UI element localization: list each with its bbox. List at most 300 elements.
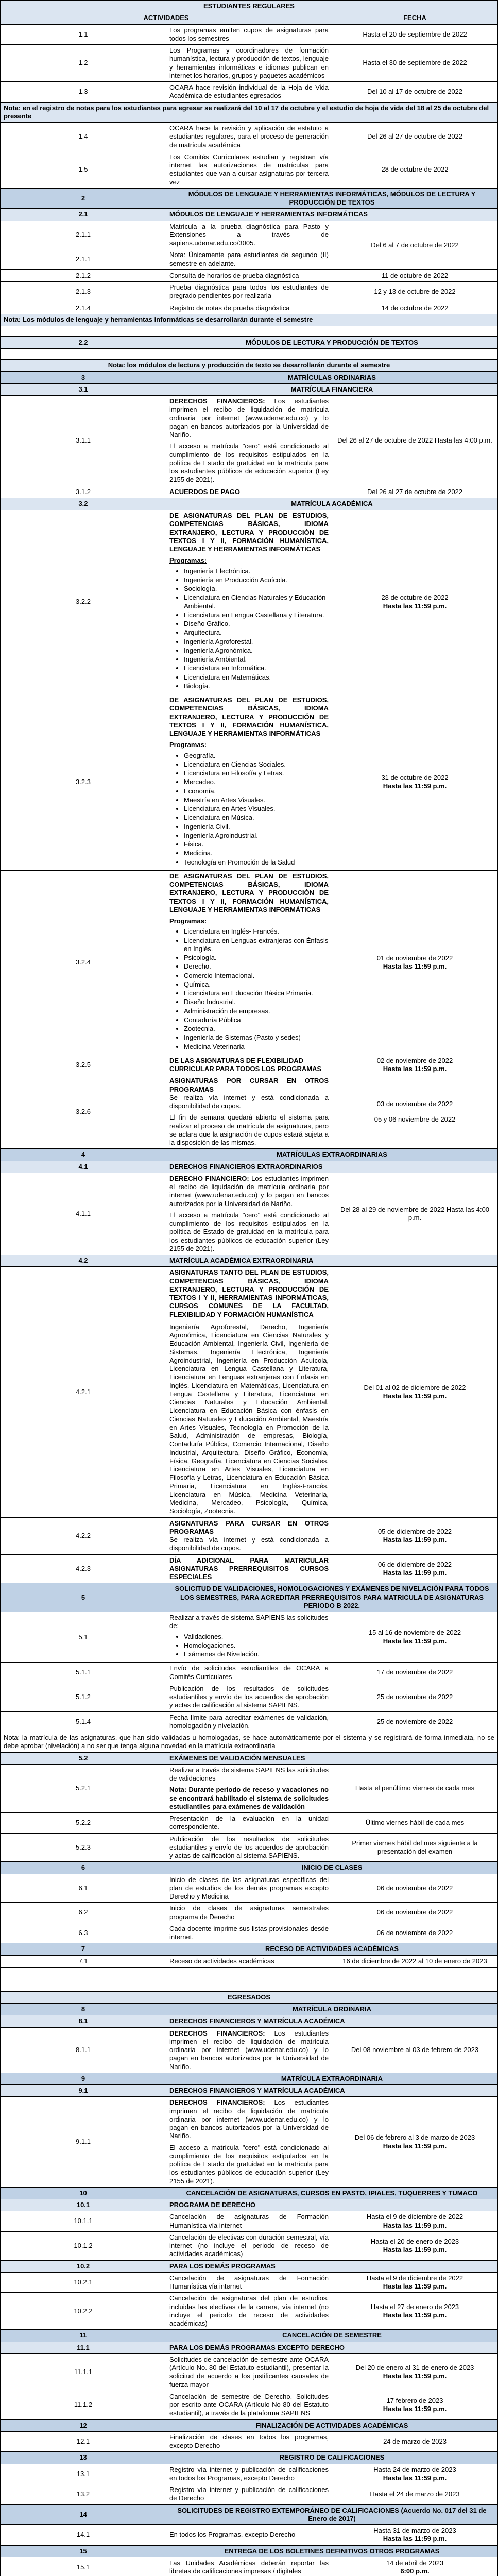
subsection-number: 4.1: [1, 1161, 166, 1173]
spacer-row: [1, 1967, 498, 1991]
row-description: [166, 1612, 332, 1663]
table-row: [1, 2293, 498, 2330]
table-row: [1, 1923, 498, 1943]
section-header: [1, 1583, 498, 1612]
label: DERECHOS FINANCIEROS:: [169, 2098, 265, 2107]
text: Los estudiantes imprimen el recibo de liquidación de matrícula ordinaria por internet (www.udenar.edu.co) y lo pagan en bancos autorizados por la Universidad de Nariño.: [169, 1174, 329, 1208]
section-number: 3: [1, 371, 166, 383]
row-number: 4.1.1: [1, 1173, 166, 1255]
section-number: 13: [1, 2452, 166, 2464]
section-title: MATRÍCULAS EXTRAORDINARIAS: [166, 1149, 498, 1161]
list-item: • Medicina Veterinaria: [184, 1043, 329, 1051]
list-item: • Licenciatura en Lengua Castellana y Literatura.: [184, 611, 329, 619]
egresados-header: [1, 1991, 498, 2003]
time-text: Hasta las 11:59 p.m.: [383, 1568, 447, 1577]
row-number: 1.5: [1, 151, 166, 188]
time-text: Hasta las 11:59 p.m.: [383, 2405, 447, 2413]
column-header-date: FECHA: [332, 12, 498, 24]
row-description: Consulta de horarios de prueba diagnóstica: [166, 269, 332, 281]
row-number: 13.2: [1, 2484, 166, 2505]
row-description: Publicación de los resultados de solicitudes estudiantiles y envío de los acuerdos de aprobación y actas de calificación al sistema SAPIENS.: [166, 1833, 332, 1862]
table-row: [1, 2231, 498, 2260]
table-row: [1, 2525, 498, 2546]
list-item: • Derecho.: [184, 962, 329, 971]
text: Los estudiantes imprimen el recibo de liquidación de matrícula ordinaria por internet (www.udenar.edu.co) y lo pagan en bancos autorizados por la Universidad de Nariño.: [169, 397, 329, 438]
subsection-number: 5.2: [1, 1752, 166, 1764]
row-heading: ASIGNATURAS POR CURSAR EN OTROS PROGRAMAS: [169, 1077, 329, 1093]
row-description: Presentación de la evaluación en la unidad correspondiente.: [166, 1813, 332, 1834]
table-row: [1, 2272, 498, 2293]
time-text: 6:00 p.m.: [400, 2567, 430, 2575]
list-item: • Administración de empresas.: [184, 1007, 329, 1015]
list-item: • Medicina.: [184, 849, 329, 857]
row-number: 3.1.1: [1, 396, 166, 486]
note-row: [1, 102, 498, 123]
row-description: Cancelación de asignaturas del plan de estudios, incluidas las electivas de la carrera, vía internet (no incluye el periodo de receso de actividades académicas): [166, 2293, 332, 2330]
subsection-header: [1, 1161, 498, 1173]
list-item: • Geografía.: [184, 752, 329, 760]
section-header: [1, 1943, 498, 1955]
row-number: 1.1: [1, 24, 166, 45]
list-item: • Ingeniería Agroindustrial.: [184, 832, 329, 840]
row-date: Del 10 al 17 de octubre de 2022: [332, 82, 498, 103]
note-text: Nota: los módulos de lectura y producción de texto se desarrollarán durante el semestre: [1, 360, 498, 371]
row-date: [332, 1612, 498, 1663]
list-item: • Comercio Internacional.: [184, 972, 329, 980]
table-row: [1, 302, 498, 314]
section-number: 5: [1, 1583, 166, 1612]
row-description: Matrícula a la prueba diagnóstica para Pasto y Extensiones a través de sapiens.udenar.edu.co/3005.: [166, 221, 332, 249]
row-number: 5.2.2: [1, 1813, 166, 1834]
section-number: 12: [1, 2419, 166, 2431]
subsection-title: MATRÍCULA ACADÉMICA: [166, 498, 498, 510]
row-date: 16 de diciembre de 2022 al 10 de enero de 2023: [332, 1955, 498, 1967]
row-heading: DE ASIGNATURAS DEL PLAN DE ESTUDIOS, COMPETENCIAS BÁSICAS, IDIOMA EXTRANJERO, LECTURA Y PRODUCCIÓN DE TEXTOS I Y II, FORMACIÓN HUMANÍSTICA, LENGUAJE Y HERRAMIENTAS INFORMÁTICAS: [169, 512, 329, 553]
paragraph: El acceso a matrícula "cero" está condicionado al cumplimiento de los requisitos estipulados en la política de Estado de gratuidad en la matrícula para los estudiantes públicos de educación superior (Ley 2155 de 2021).: [169, 1211, 329, 1252]
paragraph: [169, 397, 329, 439]
row-number: 5.2.3: [1, 1833, 166, 1862]
date-text: Hasta el 20 de enero de 2023: [370, 2237, 459, 2245]
date-text: 15 al 16 de noviembre de 2022: [368, 1629, 461, 1637]
row-number: 9.1.1: [1, 2097, 166, 2188]
row-date: 25 de noviembre de 2022: [332, 1683, 498, 1711]
row-description: Envío de solicitudes estudiantiles de OCARA a Comités Curriculares: [166, 1663, 332, 1683]
date-text: 14 de abril de 2023: [386, 2558, 444, 2567]
row-date: 11 de octubre de 2022: [332, 269, 498, 281]
section-number: 11: [1, 2330, 166, 2342]
date-text: Hasta 31 de marzo de 2023: [373, 2527, 456, 2534]
row-number: 3.2.6: [1, 1075, 166, 1149]
paragraph: [169, 2098, 329, 2140]
row-date: Del 26 al 27 de octubre de 2022: [332, 486, 498, 498]
table-row: [1, 1903, 498, 1923]
list-item: • Exámenes de Nivelación.: [184, 1650, 329, 1658]
subsection-title: EXÁMENES DE VALIDACIÓN MENSUALES: [166, 1752, 498, 1764]
list-item: • Ingeniería Agroforestal.: [184, 638, 329, 646]
date-text: 31 de octubre de 2022: [381, 774, 449, 782]
table-row: [1, 1813, 498, 1834]
list-item: • Licenciatura en Filosofía y Letras.: [184, 769, 329, 777]
row-description: Fecha límite para acreditar exámenes de validación, homologación y nivelación.: [166, 1711, 332, 1732]
table-row: [1, 1683, 498, 1711]
row-description: [166, 870, 332, 1055]
date-text: Hasta el 9 de diciembre de 2022: [366, 2274, 463, 2282]
note-text: Nota: la matrícula de las asignaturas, que han sido validadas u homologadas, se hace automáticamente por el sistema y se registrará de forma inmediata, no se debe aprobar (nivelación) a no ser que tenga alguna novedad en la matrícula extraordinaria: [1, 1732, 498, 1753]
table-row: [1, 269, 498, 281]
note-text: Nota: Durante periodo de receso y vacaciones no se encontrará habilitado el sistema de solicitudes estudiantiles para exámenes de validación: [169, 1786, 329, 1810]
row-description: Cancelación de asignaturas de Formación Humanística vía internet: [166, 2272, 332, 2293]
row-description: Receso de actividades académicas: [166, 1955, 332, 1967]
section-title: SOLICITUDES DE REGISTRO EXTEMPORÁNEO DE CALIFICACIONES (Acuerdo No. 017 del 31 de Enero de 2017): [166, 2504, 498, 2525]
time-text: Hasta las 11:59 p.m.: [383, 2535, 447, 2543]
table-row: [1, 2557, 498, 2576]
list-item: • Licenciatura en Música.: [184, 814, 329, 822]
row-date: Del 26 al 27 de octubre de 2022: [332, 123, 498, 151]
subsection-header: [1, 2085, 498, 2097]
list-item: • Física.: [184, 840, 329, 849]
date-text: 28 de octubre de 2022: [381, 594, 449, 602]
list-item: • Licenciatura en Informática.: [184, 664, 329, 672]
time-text: Hasta las 11:59 p.m.: [383, 1536, 447, 1544]
row-date: Hasta el penúltimo viernes de cada mes: [332, 1764, 498, 1812]
table-row: [1, 2097, 498, 2188]
table-row: [1, 82, 498, 103]
row-number: 10.1.2: [1, 2231, 166, 2260]
date-text: Hasta el 27 de enero de 2023: [370, 2302, 459, 2311]
row-description: DÍA ADICIONAL PARA MATRICULAR ASIGNATURAS PRERREQUISITOS CURSOS ESPECIALES: [166, 1554, 332, 1583]
section-title: MÓDULOS DE LENGUAJE Y HERRAMIENTAS INFORMÁTICAS, MÓDULOS DE LECTURA Y PRODUCCIÓN DE TEXTOS: [166, 188, 498, 209]
row-description: Los programas emiten cupos de asignaturas para todos los semestres: [166, 24, 332, 45]
date-text: Del 01 al 02 de diciembre de 2022: [364, 1383, 466, 1392]
table-row: [1, 1267, 498, 1517]
row-number: 2.1.4: [1, 302, 166, 314]
subsection-title: PARA LOS DEMÁS PROGRAMAS EXCEPTO DERECHO: [166, 2342, 498, 2353]
paragraph: [169, 1175, 329, 1208]
row-description: Finalización de clases en todos los programas, excepto Derecho: [166, 2431, 332, 2452]
row-date: Hasta el 20 de septiembre de 2022: [332, 24, 498, 45]
row-number: 8.1.1: [1, 2027, 166, 2073]
request-list: [184, 1633, 329, 1659]
paragraph: El acceso a matrícula "cero" está condicionado al cumplimiento de los requisitos estipulados en la política de Estado de gratuidad en la matrícula para los estudiantes públicos de educación superior (Ley 2155 de 2021).: [169, 442, 329, 484]
subsection-number: 3.2: [1, 498, 166, 510]
time-text: Hasta las 11:59 p.m.: [383, 1392, 447, 1400]
table-row: [1, 1663, 498, 1683]
table-header-title-row: [1, 1, 498, 12]
subsection-header: [1, 2199, 498, 2211]
row-description: [166, 2027, 332, 2073]
date-text: 05 y 06 noviembre de 2022: [374, 1115, 456, 1124]
table-row: [1, 2027, 498, 2073]
row-description: [166, 2097, 332, 2188]
programs-label: Programas:: [169, 917, 207, 925]
list-item: • Homologaciones.: [184, 1641, 329, 1650]
date-text: Hasta el 9 de diciembre de 2022: [366, 2213, 463, 2221]
column-header-activities: ACTIVIDADES: [1, 12, 332, 24]
row-description: Nota: Únicamente para estudiantes de segundo (II) semestre en adelante.: [166, 249, 332, 270]
row-date: [332, 1517, 498, 1554]
row-date: 25 de noviembre de 2022: [332, 1711, 498, 1732]
list-item: • Contaduría Pública: [184, 1016, 329, 1024]
section-header: [1, 188, 498, 209]
row-number: 1.3: [1, 82, 166, 103]
subsection-title: PARA LOS DEMÁS PROGRAMAS: [166, 2260, 498, 2272]
row-heading: DE ASIGNATURAS DEL PLAN DE ESTUDIOS, COMPETENCIAS BÁSICAS, IDIOMA EXTRANJERO, LECTURA Y PRODUCCIÓN DE TEXTOS I Y II, FORMACIÓN HUMANÍSTICA, LENGUAJE Y HERRAMIENTAS INFORMÁTICAS: [169, 872, 329, 913]
row-description: [166, 1764, 332, 1812]
table-header-columns: [1, 12, 498, 24]
row-description: Inicio de clases de asignaturas semestrales programa de Derecho: [166, 1903, 332, 1923]
row-number: 4.2.1: [1, 1267, 166, 1517]
date-text: 03 de noviembre de 2022: [376, 1100, 453, 1108]
row-number: 10.2.2: [1, 2293, 166, 2330]
section-title: RECESO DE ACTIVIDADES ACADÉMICAS: [166, 1943, 498, 1955]
subsection-title: DERECHOS FINANCIEROS Y MATRÍCULA ACADÉMICA: [166, 2085, 498, 2097]
section-title: CANCELACIÓN DE SEMESTRE: [166, 2330, 498, 2342]
section-header: [1, 371, 498, 383]
subsection-number: 2.2: [1, 337, 166, 349]
list-item: • Licenciatura en Matemáticas.: [184, 673, 329, 682]
section-header: [1, 2073, 498, 2084]
table-row: [1, 1173, 498, 1255]
subsection-header: [1, 498, 498, 510]
row-description: Prueba diagnóstica para todos los estudiantes de pregrado pendientes por realizarla: [166, 282, 332, 302]
subsection-title: PROGRAMA DE DERECHO: [166, 2199, 498, 2211]
date-text: 05 de diciembre de 2022: [377, 1527, 452, 1535]
row-number: 13.1: [1, 2464, 166, 2484]
paragraph: Se realiza vía internet y está condicionada a disponibilidad de cupos.: [169, 1093, 329, 1110]
row-date: Último viernes hábil de cada mes: [332, 1813, 498, 1834]
list-item: • Licenciatura en Lenguas extranjeras con Énfasis en Inglés.: [184, 937, 329, 954]
row-date: Primer viernes hábil del mes siguiente a la presentación del examen: [332, 1833, 498, 1862]
note-row: [1, 1732, 498, 1753]
row-number: 10.2.1: [1, 2272, 166, 2293]
subsection-header: [1, 1752, 498, 1764]
table-row: [1, 221, 498, 249]
date-text: 02 de noviembre de 2022: [376, 1056, 453, 1064]
section-title: SOLICITUD DE VALIDACIONES, HOMOLOGACIONES Y EXÁMENES DE NIVELACIÓN PARA TODOS LOS SEMESTRES, PARA ACREDITAR PRERREQUISITOS PARA MATRICULA DE ASIGNATURAS PERIODO B 2022.: [166, 1583, 498, 1612]
subsection-header: [1, 209, 498, 221]
table-row: [1, 24, 498, 45]
table-row: [1, 1874, 498, 1903]
section-number: 4: [1, 1149, 166, 1161]
subsection-title: MATRÍCULA FINANCIERA: [166, 383, 498, 395]
row-description: Solicitudes de cancelación de semestre ante OCARA (Artículo No. 80 del Estatuto estudiantil), presentar la solicitud de acuerdo a los justificantes causales de fuerza mayor: [166, 2353, 332, 2391]
row-date: Del 26 al 27 de octubre de 2022 Hasta las 4:00 p.m.: [332, 396, 498, 486]
list-item: • Validaciones.: [184, 1633, 329, 1641]
note-text: Nota: Los módulos de lenguaje y herramientas informáticas se desarrollarán durante el semestre: [1, 314, 498, 326]
table-row: [1, 2484, 498, 2505]
time-text: Hasta las 11:59 p.m.: [383, 2372, 447, 2380]
row-description: Registro vía internet y publicación de calificaciones de Derecho: [166, 2484, 332, 2505]
row-date: 28 de octubre de 2022: [332, 151, 498, 188]
row-heading: DE ASIGNATURAS DEL PLAN DE ESTUDIOS, COMPETENCIAS BÁSICAS, IDIOMA EXTRANJERO, LECTURA Y PRODUCCIÓN DE TEXTOS I Y II, FORMACIÓN HUMANÍSTICA, LENGUAJE Y HERRAMIENTAS INFORMÁTICAS: [169, 696, 329, 737]
row-date: Hasta el 24 de marzo de 2023: [332, 2484, 498, 2505]
spacer-row: [1, 326, 498, 337]
row-description: Las Unidades Académicas deberán reportar las libretas de calificaciones impresas / digitales: [166, 2557, 332, 2576]
date-text: 06 de diciembre de 2022: [377, 1560, 452, 1568]
table-row: [1, 1554, 498, 1583]
section-header: [1, 2330, 498, 2342]
row-date: [332, 1554, 498, 1583]
row-heading: ASIGNATURAS TANTO DEL PLAN DE ESTUDIOS, COMPETENCIAS BÁSICAS, IDIOMA EXTRANJERO, LECTURA Y PRODUCCIÓN DE TEXTOS I Y II, HERRAMIENTAS INFORMÁTICAS, CURSOS COMUNES DE LA FACULTAD, FLEXIBILIDAD Y FORMACIÓN HUMANÍSTICA: [169, 1268, 329, 1318]
row-description: Cancelación de electivas con duración semestral, vía internet (no incluye el periodo de receso de actividades académicas): [166, 2231, 332, 2260]
row-description: Inicio de clases de las asignaturas específicas del plan de estudios de los demás programas excepto Derecho y Medicina: [166, 1874, 332, 1903]
paragraph: Realizar a través de sistema SAPIENS las solicitudes de validaciones: [169, 1766, 329, 1782]
section-number: 7: [1, 1943, 166, 1955]
label: DERECHOS FINANCIEROS:: [169, 397, 265, 405]
row-date: Del 08 noviembre al 03 de febrero de 2023: [332, 2027, 498, 2073]
row-number: 3.2.4: [1, 870, 166, 1055]
list-item: • Diseño Gráfico.: [184, 620, 329, 628]
row-date: [332, 510, 498, 694]
row-description: Registro vía internet y publicación de calificaciones en todos los Programas, excepto Derecho: [166, 2464, 332, 2484]
row-date: [332, 2231, 498, 2260]
list-item: • Mercadeo.: [184, 778, 329, 786]
list-item: • Licenciatura en Artes Visuales.: [184, 805, 329, 813]
list-item: • Ingeniería de Sistemas (Pasto y sedes): [184, 1033, 329, 1042]
row-number: 3.2.2: [1, 510, 166, 694]
section-number: 6: [1, 1862, 166, 1874]
row-number: 12.1: [1, 2431, 166, 2452]
section-header: [1, 2187, 498, 2199]
row-date: [332, 1075, 498, 1149]
table-row: [1, 1055, 498, 1075]
subsection-number: 10.2: [1, 2260, 166, 2272]
row-date: [332, 1267, 498, 1517]
row-description: En todos los Programas, excepto Derecho: [166, 2525, 332, 2546]
list-item: • Maestría en Artes Visuales.: [184, 796, 329, 804]
paragraph: El acceso a matrícula "cero" está condicionado al cumplimiento de los requisitos estipulados en la política de Estado de gratuidad en la matrícula para los estudiantes públicos de educación superior (Ley 2155 de 2021).: [169, 2143, 329, 2185]
paragraph: Ingeniería Agroforestal, Derecho, Ingeniería Agronómica, Licenciatura en Ciencias Naturales y Educación Ambiental, Ingeniería Civil, Ingeniería de Sistemas, Ingeniería Electrónica, Ingeniería Agroindustrial, Ingeniería en Producción Acuícola, Licenciatura en Lengua Castellana y Literatura, Licenciatura en Lenguas extranjeras con Énfasis en Inglés, Licenciatura en Matemáticas, Licenciatura en Lengua Castellana y Literatura, Licenciatura en Ciencias Naturales y Educación Ambiental, Licenciatura en Educación Básica con énfasis en Ciencias Naturales y Educación Ambiental, Maestría en Artes Visuales, Tecnología en Promoción de la Salud, Administración de empresas, Biología, Contaduría Pública, Comercio Internacional, Diseño Industrial, Arquitectura, Diseño Gráfico, Economía, Física, Geografía, Licenciatura en Ciencias Sociales, Licenciatura en Artes Visuales, Licenciatura en Filosofía y Letras, Licenciatura en Educación Básica Primaria, Licenciatura en Inglés-Francés, Licenciatura en Música, Medicina Veterinaria, Medicina, Mercadeo, Psicología, Química, Sociología, Zootecnia.: [169, 1323, 329, 1515]
section-header: [1, 2419, 498, 2431]
list-item: • Ingeniería en Producción Acuícola.: [184, 576, 329, 584]
subsection-header: [1, 337, 498, 349]
table-row: [1, 2211, 498, 2232]
section-title: REGISTRO DE CALIFICACIONES: [166, 2452, 498, 2464]
row-description: [166, 1267, 332, 1517]
row-description: OCARA hace revisión individual de la Hoja de Vida Académica de estudiantes egresados: [166, 82, 332, 103]
row-date: [332, 870, 498, 1055]
row-description: [166, 1075, 332, 1149]
row-date: 17 de noviembre de 2022: [332, 1663, 498, 1683]
row-date: [332, 1055, 498, 1075]
section-title: ENTREGA DE LOS BOLETINES DEFINITIVOS OTROS PROGRAMAS: [166, 2545, 498, 2557]
row-date: [332, 2211, 498, 2232]
list-item: • Sociología.: [184, 585, 329, 593]
row-date: 12 y 13 de octubre de 2022: [332, 282, 498, 302]
row-date: Del 6 al 7 de octubre de 2022: [332, 221, 498, 269]
programs-label: Programas:: [169, 556, 207, 565]
time-text: Hasta las 11:59 p.m.: [383, 782, 447, 790]
subsection-number: 10.1: [1, 2199, 166, 2211]
list-item: • Ingeniería Electrónica.: [184, 567, 329, 575]
program-list: [184, 927, 329, 1051]
paragraph: El fin de semana quedará abierto el sistema para realizar el proceso de matrícula de asignaturas, pero se aclara que la asignación de cupos estará sujeta a la disposición de las mismas.: [169, 1113, 329, 1146]
row-description: [166, 694, 332, 871]
list-item: • Tecnología en Promoción de la Salud: [184, 858, 329, 867]
subsection-number: 3.1: [1, 383, 166, 395]
row-date: 06 de noviembre de 2022: [332, 1923, 498, 1943]
row-number: 1.4: [1, 123, 166, 151]
time-text: Hasta las 11:59 p.m.: [383, 962, 447, 971]
list-item: • Licenciatura en Ciencias Naturales y Educación Ambiental.: [184, 594, 329, 611]
section-number: 15: [1, 2545, 166, 2557]
section-header: [1, 2545, 498, 2557]
spacer-row: [1, 349, 498, 360]
row-date: [332, 2097, 498, 2188]
section-title: MATRÍCULAS ORDINARIAS: [166, 371, 498, 383]
table-row: [1, 2431, 498, 2452]
table-row: [1, 1711, 498, 1732]
section-header: [1, 2004, 498, 2015]
row-date: [332, 2353, 498, 2391]
subsection-header: [1, 383, 498, 395]
row-description: Cada docente imprime sus listas provisionales desde internet.: [166, 1923, 332, 1943]
list-item: • Ingeniería Civil.: [184, 823, 329, 831]
row-description: Los Programas y coordinadores de formación humanística, lectura y producción de textos, lenguaje y herramientas informáticas e idiomas publican en internet los horarios, grupos y paquetes académicos: [166, 45, 332, 82]
time-text: Hasta las 11:59 p.m.: [383, 2246, 447, 2254]
row-number: 5.1.1: [1, 1663, 166, 1683]
spacer: [1, 349, 498, 360]
label: DERECHO FINANCIERO:: [169, 1174, 249, 1182]
section-number: 14: [1, 2504, 166, 2525]
row-number: 5.1: [1, 1612, 166, 1663]
subsection-title: MATRÍCULA ACADÉMICA EXTRAORDINARIA: [166, 1255, 498, 1267]
row-description: Cancelación de semestre de Derecho. Solicitudes por escrito ante OCARA (Artículo No 80 del Estatuto estudiantil), a través de la plataforma SAPIENS: [166, 2391, 332, 2419]
row-number: 3.2.3: [1, 694, 166, 871]
row-number: 15.1: [1, 2557, 166, 2576]
table-row: [1, 123, 498, 151]
date-text: 01 de noviembre de 2022: [376, 954, 453, 962]
row-number: 3.1.2: [1, 486, 166, 498]
table-row: [1, 2353, 498, 2391]
label: DERECHOS FINANCIEROS:: [169, 2029, 265, 2037]
subsection-title: MÓDULOS DE LENGUAJE Y HERRAMIENTAS INFORMÁTICAS: [166, 209, 498, 221]
table-row: [1, 1833, 498, 1862]
section-number: 2: [1, 188, 166, 209]
row-description: [166, 396, 332, 486]
table-row: [1, 1955, 498, 1967]
subsection-title: DERECHOS FINANCIEROS EXTRAORDINARIOS: [166, 1161, 498, 1173]
table-row: [1, 45, 498, 82]
row-number: 11.1.1: [1, 2353, 166, 2391]
row-date: 24 de marzo de 2023: [332, 2431, 498, 2452]
section-number: 9: [1, 2073, 166, 2084]
section-header: [1, 1862, 498, 1874]
row-date: 14 de octubre de 2022: [332, 302, 498, 314]
row-heading: ASIGNATURAS PARA CURSAR EN OTROS PROGRAMAS: [169, 1519, 329, 1535]
row-number: 1.2: [1, 45, 166, 82]
table-row: [1, 486, 498, 498]
row-description: [166, 1173, 332, 1255]
date-text: Hasta 24 de marzo de 2023: [373, 2465, 456, 2473]
table-row: [1, 1517, 498, 1554]
section-title: MATRÍCULA ORDINARIA: [166, 2004, 498, 2015]
table-row: [1, 2464, 498, 2484]
row-description: ACUERDOS DE PAGO: [166, 486, 332, 498]
row-description: [166, 1517, 332, 1554]
list-item: • Economía.: [184, 787, 329, 795]
row-date: [332, 2557, 498, 2576]
spacer: [1, 326, 498, 337]
time-text: Hasta las 11:59 p.m.: [383, 2221, 447, 2229]
spacer: [1, 1967, 498, 1991]
row-date: Del 28 al 29 de noviembre de 2022 Hasta las 4:00 p.m.: [332, 1173, 498, 1255]
program-list: [184, 752, 329, 867]
row-date: [332, 2464, 498, 2484]
row-date: 06 de noviembre de 2022: [332, 1874, 498, 1903]
program-list: [184, 567, 329, 691]
egresados-title: EGRESADOS: [1, 1991, 498, 2003]
